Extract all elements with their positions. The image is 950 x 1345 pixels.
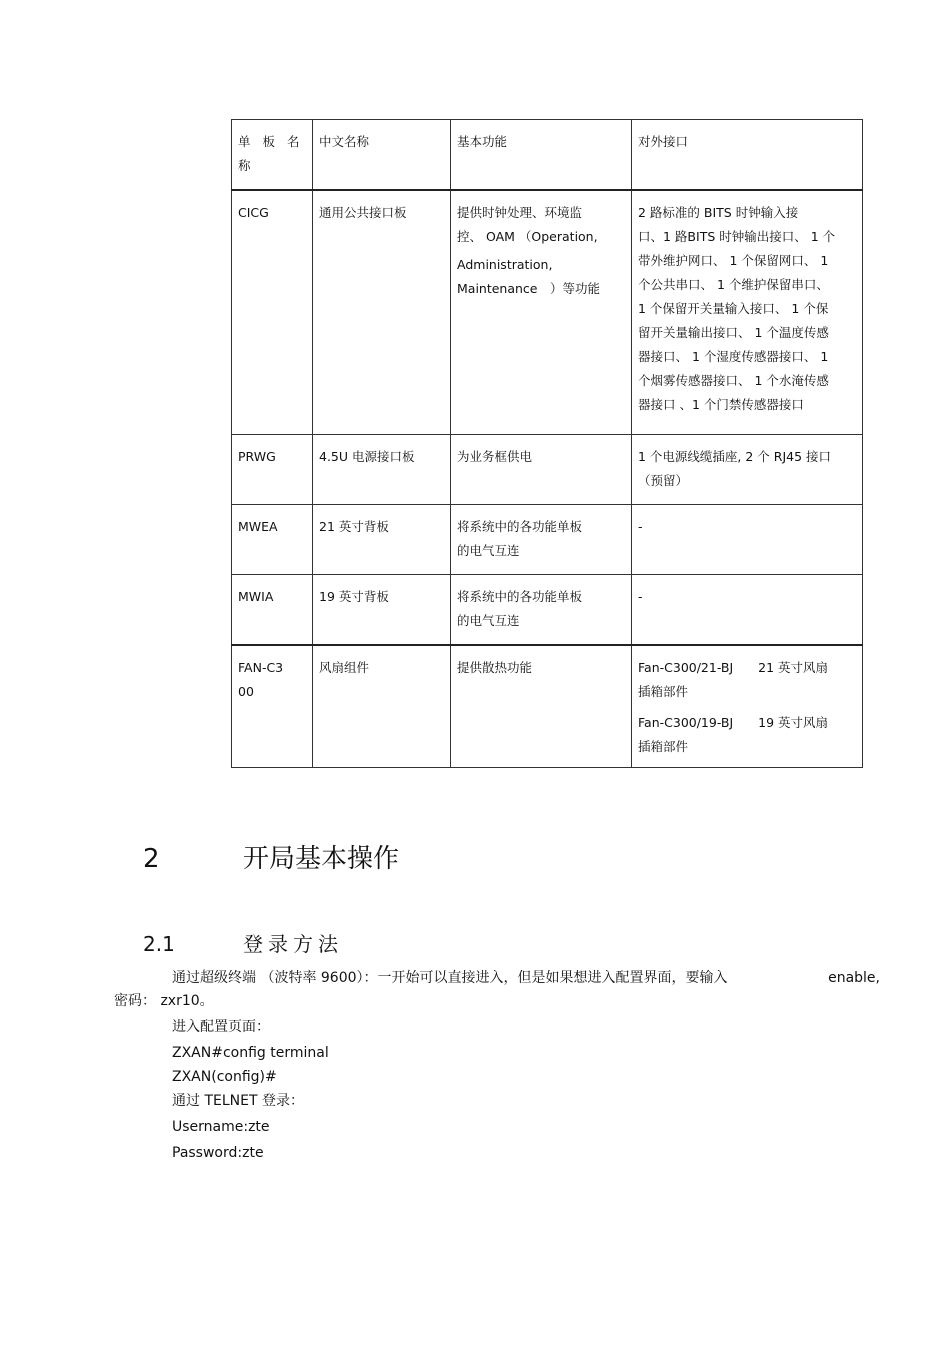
cell-interfaces: Fan-C300/21-BJ 21 英寸风扇 插箱部件 Fan-C300/19-BJ 19 英寸风扇 插箱部件 — [632, 645, 863, 768]
table-row — [232, 505, 863, 575]
cell-function: 将系统中的各功能单板 的电气互连 — [451, 505, 632, 575]
command-line: Password:zte — [172, 1145, 264, 1161]
subsection-title: 登录方法 — [243, 932, 343, 956]
section-title: 开局基本操作 — [243, 844, 400, 874]
table-row — [232, 435, 863, 505]
cell-function: 提供散热功能 — [451, 645, 632, 768]
command-line: ZXAN#config terminal — [172, 1045, 329, 1061]
cell-board: MWIA — [232, 575, 313, 645]
header-cell-name: 中文名称 — [313, 120, 451, 190]
subsection-number: 2.1 — [143, 932, 175, 956]
header-cell-interfaces: 对外接口 — [632, 120, 863, 190]
cell-board: PRWG — [232, 435, 313, 505]
table-row — [232, 190, 863, 435]
text-line: 通过 TELNET 登录： — [172, 1093, 304, 1109]
subsection-heading — [143, 928, 343, 957]
section-heading — [143, 838, 399, 875]
spec-table — [231, 119, 863, 768]
command-line: Username:zte — [172, 1119, 270, 1135]
cell-name: 风扇组件 — [313, 645, 451, 768]
table-row — [232, 645, 863, 768]
text-line: 进入配置页面： — [172, 1019, 270, 1035]
header-cell-function: 基本功能 — [451, 120, 632, 190]
cell-board: FAN-C3 00 — [232, 645, 313, 768]
section-number: 2 — [143, 844, 160, 874]
cell-board: CICG — [232, 190, 313, 435]
intro-paragraph: 通过超级终端 （波特率 9600）：一开始可以直接进入，但是如果想进入配置界面，要输入 enable, 密码： zxr10。 — [114, 970, 880, 1009]
cell-interfaces: 1 个电源线缆插座, 2 个 RJ45 接口 （预留） — [632, 435, 863, 505]
cell-function: 为业务框供电 — [451, 435, 632, 505]
cell-function: 将系统中的各功能单板 的电气互连 — [451, 575, 632, 645]
cell-name: 21 英寸背板 — [313, 505, 451, 575]
cell-interfaces: 2 路标准的 BITS 时钟输入接 口、1 路BITS 时钟输出接口、 1 个 带外维护网口、 1 个保留网口、 1 个公共串口、 1 个维护保留串口、 1 个保留开关量输入接口、 1 个保 留开关量输出接口、 1 个温度传感 器接口、 1 个湿度传感器接口、 1 个烟雾传感器接口、 1 个水淹传感 器接口 、1 个门禁传感器接口 — [632, 190, 863, 435]
cell-name: 通用公共接口板 — [313, 190, 451, 435]
header-cell-board: 单 板 名 称 — [232, 120, 313, 190]
table-row — [232, 575, 863, 645]
cell-name: 4.5U 电源接口板 — [313, 435, 451, 505]
command-lines — [172, 1015, 329, 1165]
cell-interfaces: - — [632, 505, 863, 575]
cell-board: MWEA — [232, 505, 313, 575]
cell-function: 提供时钟处理、环境监 控、 OAM （Operation, Administration, Maintenance ）等功能 — [451, 190, 632, 435]
cell-name: 19 英寸背板 — [313, 575, 451, 645]
command-line: ZXAN(config)# — [172, 1069, 277, 1085]
cell-interfaces: - — [632, 575, 863, 645]
table-header-row — [232, 120, 863, 190]
